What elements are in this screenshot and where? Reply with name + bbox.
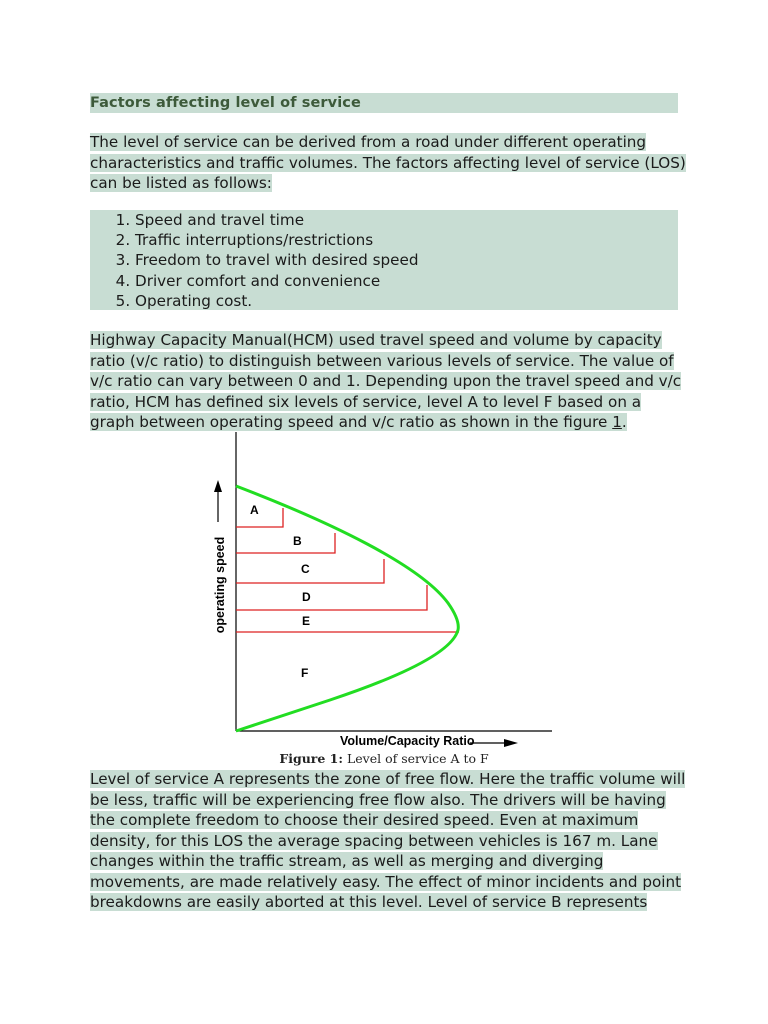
intro-line: The level of service can be derived from a road under different operating (90, 133, 647, 151)
los-line: movements, are made relatively easy. The effect of minor incidents and point (90, 872, 682, 891)
hcm-line-prefix: graph between operating speed and v/c ratio as shown in the figure (90, 413, 613, 431)
figure-reference-link[interactable]: 1 (612, 413, 622, 431)
list-item: 1. Speed and travel time (135, 210, 419, 230)
x-axis-arrow-head (504, 739, 518, 747)
intro-line: can be listed as follows: (90, 174, 272, 192)
zone-label-d: D (302, 590, 311, 604)
zone-d-boundary (236, 585, 427, 610)
zone-label-e: E (302, 614, 311, 628)
zone-label-c: C (301, 562, 310, 576)
x-axis-label: Volume/Capacity Ratio (340, 734, 475, 748)
los-line: density, for this LOS the average spacing between vehicles is 167 m. Lane (90, 831, 658, 850)
zone-c-boundary (236, 559, 384, 583)
los-line: breakdowns are easily aborted at this level. Level of service B represents (90, 893, 648, 911)
caption-label: Figure 1: (279, 751, 343, 766)
los-line: be less, traffic will be experiencing free flow also. The drivers will be having (90, 790, 666, 809)
hcm-line: Highway Capacity Manual(HCM) used travel speed and volume by capacity (90, 331, 662, 349)
intro-line: characteristics and traffic volumes. The factors affecting level of service (LOS) (90, 153, 686, 172)
section-heading: Factors affecting level of service (90, 93, 678, 113)
zone-b-boundary (236, 533, 335, 553)
los-paragraph (90, 769, 690, 913)
zone-label-b: B (293, 534, 302, 548)
los-line: Level of service A represents the zone of free flow. Here the traffic volume will (90, 770, 686, 788)
list-item: 5. Operating cost. (135, 291, 419, 311)
hcm-line: v/c ratio can vary between 0 and 1. Depending upon the travel speed and v/c (90, 372, 682, 390)
hcm-line-suffix: . (621, 413, 627, 431)
los-line: the complete freedom to choose their desired speed. Even at maximum (90, 811, 639, 829)
hcm-line: ratio, HCM has defined six levels of service, level A to level F based on a (90, 392, 642, 411)
zone-label-a: A (250, 503, 259, 517)
speed-flow-curve (236, 486, 458, 731)
list-item: 3. Freedom to travel with desired speed (135, 250, 419, 270)
hcm-line: ratio (v/c ratio) to distinguish between various levels of service. The value of (90, 351, 674, 370)
figure-caption (0, 751, 768, 766)
zone-a-boundary (236, 508, 283, 527)
y-axis-label: operating speed (213, 536, 227, 634)
list-item: 2. Traffic interruptions/restrictions (135, 230, 419, 250)
zone-label-f: F (301, 666, 309, 680)
caption-text: Level of service A to F (343, 751, 489, 766)
los-line: changes within the traffic stream, as well as merging and diverging (90, 852, 604, 870)
y-axis-arrow-head (214, 480, 222, 492)
list-item: 4. Driver comfort and convenience (135, 271, 419, 291)
